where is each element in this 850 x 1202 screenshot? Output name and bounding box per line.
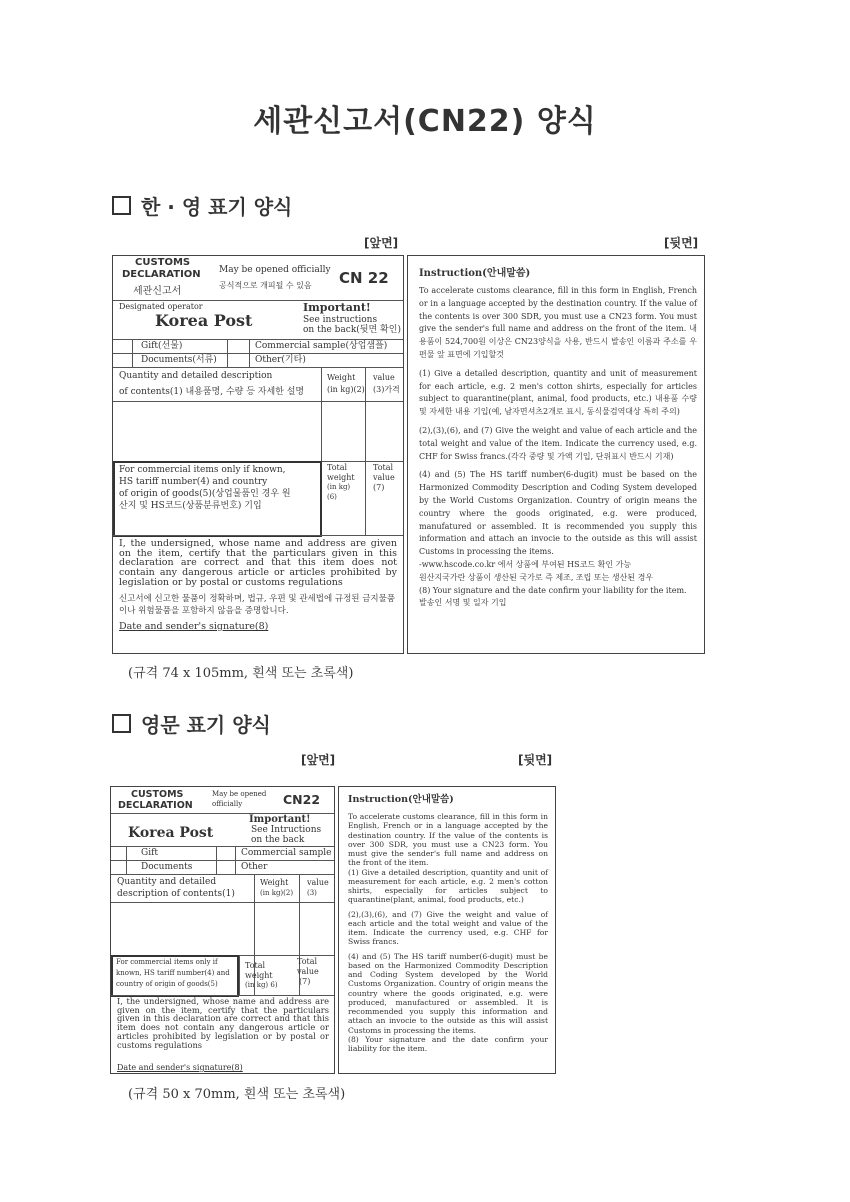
instruction-p3: (2),(3),(6), and (7) Give the weight and value of each article and the total weight and value of the item. Indicate the currency used, e.g. CHF for Swiss francs. — [348, 909, 548, 947]
instruction-p5: (8) Your signature and the date confirm your liability for the item. — [348, 1034, 548, 1053]
total-weight-unit: (in kg) — [327, 483, 351, 491]
commercial-items-note-2: HS tariff number(4) and country — [119, 477, 268, 487]
instruction-p1: To accelerate customs clearance, fill in this form in English, French or in a language accepted by the destination country. If the value of the contents is over 300 SDR, you must use a CN23 form. You must give the sender's full name and address on the front of the item. 내용품이 524,700원 이상은 CN23양식을 사용, 반드시 발송인 이름과 주소를 우편물 앞 표면에 기입할것 — [419, 286, 697, 359]
instruction-heading: Instruction(안내말씀) — [419, 268, 531, 279]
total-weight-label: Total — [245, 961, 266, 970]
important-label: Important! — [303, 301, 371, 314]
weight-label: Weight — [260, 878, 289, 887]
declaration-korean: 세관신고서 — [133, 286, 182, 297]
instruction-body — [348, 812, 548, 1058]
instruction-p2: (1) Give a detailed description, quantity and unit of measurement for each article, e.g. 2 men's cotton shirts, especially for articles subject to quarantine(plant, animal, food products, etc.) — [348, 867, 548, 905]
front-label-2: [앞면] — [301, 753, 336, 767]
commercial-items-note: For commercial items only if known, — [119, 465, 286, 475]
signature-line: Date and sender's signature(8) — [117, 1063, 243, 1072]
cn22-front-form-english — [110, 786, 335, 1074]
commercial-items-note-ko: 산지 및 HS코드(상품분류번호) 기입 — [119, 501, 262, 511]
total-weight-label: Total — [327, 463, 348, 472]
checkbox-square-icon — [112, 714, 131, 733]
cn22-code: CN22 — [283, 792, 321, 807]
may-open-korean: 공식적으로 개피될 수 있음 — [219, 281, 312, 290]
operator-name: Korea Post — [128, 825, 214, 841]
quantity-description-label: Quantity and detailed description — [119, 371, 273, 381]
quantity-description-label-ko: of contents(1) 내용품명, 수량 등 자세한 설명 — [119, 387, 305, 397]
value-unit: (3)가격 — [373, 385, 400, 394]
back-label: [뒷면] — [664, 236, 699, 250]
gift-option: Gift — [141, 848, 159, 858]
quantity-description-label-2: description of contents(1) — [117, 889, 235, 899]
instruction-origin-ko: 원산지국가란 상품이 생산된 국가로 즉 제조, 조립 또는 생산된 경우 — [419, 572, 654, 582]
size-note-1: (규격 74 x 105mm, 흰색 또는 초록색) — [128, 666, 354, 681]
value-label: value — [307, 878, 329, 887]
see-instructions: See instructions — [303, 315, 378, 325]
other-option: Other(기타) — [255, 355, 306, 365]
cn22-back-form-english — [338, 786, 556, 1074]
see-instructions-back: on the back — [251, 835, 305, 845]
cn22-front-form-bilingual — [112, 255, 404, 654]
total-weight-unit: (in kg) 6) — [245, 981, 278, 989]
section-heading-text: 한 · 영 표기 양식 — [141, 195, 293, 219]
instruction-body — [419, 285, 697, 610]
quantity-description-label: Quantity and detailed — [117, 877, 217, 887]
customs-label: CUSTOMS — [131, 789, 184, 800]
gift-option: Gift(선물) — [141, 341, 183, 351]
size-note-2: (규격 50 x 70mm, 흰색 또는 초록색) — [128, 1087, 346, 1102]
commercial-items-note: For commercial items only if — [116, 958, 218, 966]
important-label: Important! — [249, 814, 311, 825]
total-value-ref: (7) — [373, 483, 385, 492]
back-label-2: [뒷면] — [518, 753, 553, 767]
total-value-label: Total — [373, 463, 394, 472]
total-value-label-2: value — [373, 473, 395, 482]
customs-label: CUSTOMS — [135, 257, 191, 268]
operator-name: Korea Post — [155, 311, 253, 330]
weight-unit: (in kg)(2) — [260, 889, 294, 897]
cn22-back-form-bilingual — [407, 255, 705, 654]
front-label: [앞면] — [364, 236, 399, 250]
value-label: value — [373, 373, 395, 382]
designated-operator-label: Designated operator — [119, 302, 203, 311]
page-title: 세관신고서(CN22) 양식 — [253, 104, 597, 139]
instruction-p1: To accelerate customs clearance, fill in this form in English, French or in a language accepted by the destination country. If the value of the contents is over 300 SDR, you must use a CN23 form. You must give the sender's full name and address on the front of the item. — [348, 812, 548, 868]
commercial-items-note-2: known, HS tariff number(4) and — [116, 969, 230, 977]
commercial-items-note-3: country of origin of goods(5) — [116, 980, 218, 988]
may-open-text-2: officially — [212, 800, 243, 808]
total-weight-ref: (6) — [327, 493, 337, 501]
instruction-p4: (4) and (5) The HS tariff number(6-dugit) must be based on the Harmonized Commodity Description and Coding System developed by the World Customs Organization. Country of origin means the country where the goods originated, e.g. were produced, manufatured or assembled. It is recommended you supply this information and attach an invocie to the outside as this will assist Customs in processing the items. — [419, 470, 697, 557]
commercial-sample-option: Commercial sample — [241, 848, 332, 858]
may-open-text: May be opened officially — [219, 265, 331, 275]
declaration-label: DECLARATION — [122, 269, 201, 280]
weight-label: Weight — [327, 373, 356, 382]
cn22-code: CN 22 — [339, 269, 389, 287]
signature-line: Date and sender's signature(8) — [119, 621, 269, 632]
instruction-signature-ko: 발송인 서명 및 일자 기입 — [419, 598, 507, 608]
instruction-p4: (4) and (5) The HS tariff number(6-dugit) must be based on the Harmonized Commodity Description and Coding System developed by the World Customs Organization. Country of origin means the country where the goods originated, e.g. were produced, manufactured or assembled. It is recommended you supply this information and attach an invocie to the outside as this will assist Customs in processing the items. — [348, 951, 548, 1035]
may-open-text: May be opened — [212, 790, 267, 798]
section-heading-text: 영문 표기 양식 — [141, 713, 271, 737]
documents-option: Documents(서류) — [141, 355, 217, 365]
documents-option: Documents — [141, 862, 193, 872]
certification-text-ko: 신고서에 신고한 물품이 정확하며, 법규, 우편 및 관세법에 규정된 금지물품이나 위험물품을 포함하지 않음을 증명합니다. — [119, 594, 396, 617]
value-unit: (3) — [307, 889, 317, 897]
total-value-ref: (7) — [299, 977, 311, 986]
other-option: Other — [241, 862, 268, 872]
section-heading-bilingual — [112, 191, 292, 220]
instruction-p3: (2),(3),(6), and (7) Give the weight and value of each article and the total weight and value of the item. Indicate the currency used, e.g. CHF for Swiss francs.(각각 중량 및 가액 기입, 단위표시 반드시 기재) — [419, 425, 697, 461]
see-instructions: See Intructions — [251, 825, 322, 835]
commercial-items-note-3: of origin of goods(5)(상업물품인 경우 원 — [119, 489, 291, 499]
instruction-p2: (1) Give a detailed description, quantity and unit of measurement for each article, e.g. 2 men's cotton shirts, especially for articles subject to quarantine(plant, animal, food products, etc.) 내용품 수량 및 자세한 내용 기입(예, 남자면셔츠2개로 표시, 동식물검역대상 특히 주의) — [419, 368, 697, 417]
certification-text: I, the undersigned, whose name and address are given on the item, certify that the particulars given in this declaration are correct and that this item does not contain any dangerous article or articles prohibited by legislation or by postal or customs regulations — [117, 996, 329, 1050]
instruction-hscode-link: -www.hscode.co.kr 에서 상품에 부여된 HS코드 확인 가능 — [419, 559, 632, 569]
commercial-sample-option: Commercial sample(상업샘플) — [255, 341, 388, 351]
section-heading-english — [112, 709, 271, 738]
total-value-label: Total — [297, 957, 318, 966]
certification-text: I, the undersigned, whose name and address are given on the item, certify that the particulars given in this declaration are correct and that this item does not contain any dangerous article or articles prohibited by legislation or by postal or customs regulations — [119, 538, 397, 588]
total-weight-label-2: weight — [327, 473, 355, 482]
total-weight-label-2: weight — [245, 971, 273, 980]
checkbox-square-icon — [112, 196, 131, 215]
declaration-label: DECLARATION — [118, 800, 193, 811]
total-value-label-2: value — [297, 967, 319, 976]
instruction-heading: Instruction(안내말씀) — [348, 794, 454, 805]
weight-unit: (in kg)(2) — [327, 385, 365, 394]
instruction-p8: (8) Your signature and the date confirm your liability for the item. — [419, 585, 687, 595]
see-instructions-back: on the back(뒷면 확인) — [303, 325, 401, 335]
